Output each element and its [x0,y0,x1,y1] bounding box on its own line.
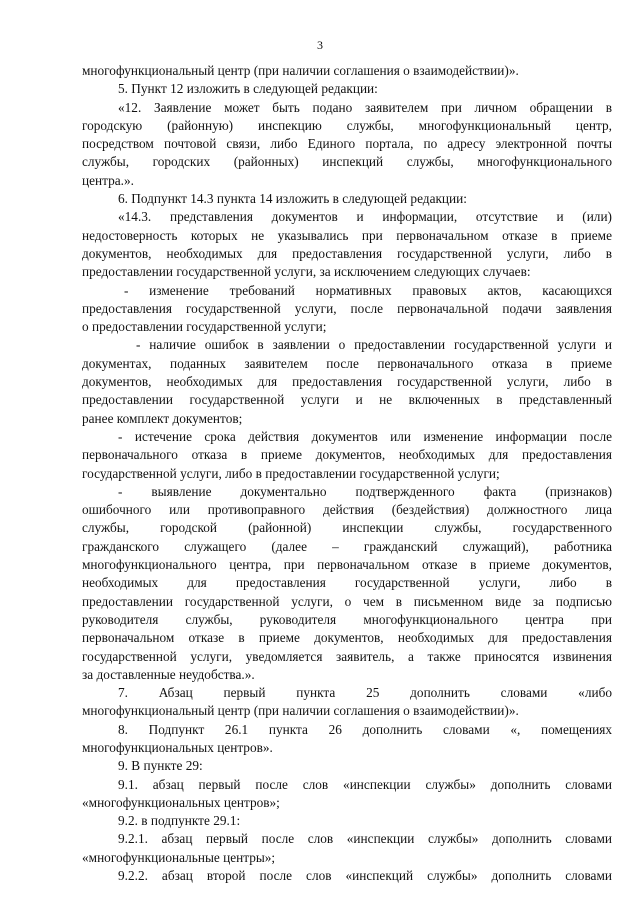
text-line: - выявление документально подтвержденного факта (признаков) [118,483,612,499]
text-line: многофункциональный центр (при наличии соглашения о взаимодействии)». [82,63,519,78]
text-line: 5. Пункт 12 изложить в следующей редакции: [118,81,378,97]
text-line: документов, необходимых для предоставления государственной услуги, либо в [82,245,612,261]
text-line: 9.2. в подпункте 29.1: [118,813,241,829]
text-line: многофункционального центра, при первоначальном отказе в приеме документов, [82,557,612,573]
text-line: руководителя службы, руководителя многофункционального центра при [82,611,612,627]
text-line: государственной услуги, уведомляется заявитель, а также приносятся извинения [82,648,612,664]
text-line: «многофункциональные центры»; [82,849,276,865]
text-line: гражданского служащего (далее – гражданский служащий), работника [82,538,612,554]
text-line: службы, городской (районной) инспекции службы, государственного [82,520,612,536]
text-line: первоначального отказа в приеме документов, необходимых для предоставления [82,447,612,463]
text-line: 7. Абзац первый пункта 25 дополнить словами «либо [118,685,612,701]
text-line: первоначальном отказе в приеме документов, необходимых для предоставления [82,630,612,646]
text-line: предоставлении государственной услуги и не включенных в представленный [82,392,612,408]
document-body [82,62,612,885]
text-line: 9.1. абзац первый после слов «инспекции службы» дополнить словами [118,776,612,792]
text-line: предоставлении государственной услуги, о чем в письменном виде за подписью [82,593,612,609]
text-line: «14.3. представления документов и информации, отсутствие и (или) [118,209,612,225]
text-line: документов, необходимых для предоставления государственной услуги, либо в [82,374,612,390]
text-line: государственной услуги, либо в предоставлении государственной услуги; [82,465,500,481]
text-line: 8. Подпункт 26.1 пункта 26 дополнить словами «, помещениях [118,721,612,737]
text-line: «12. Заявление может быть подано заявителем при личном обращении в [118,99,612,115]
text-line: документах, поданных заявителем после первоначального отказа в приеме [82,355,612,371]
text-line: предоставления государственной услуги, после первоначальной подачи заявления [82,300,612,316]
text-line: 9.2.1. абзац первый после слов «инспекции службы» дополнить словами [118,831,612,847]
text-line: - истечение срока действия документов или изменение информации после [118,428,612,444]
text-line: ошибочного или противоправного действия (бездействия) должностного лица [82,502,612,518]
text-line: 6. Подпункт 14.3 пункта 14 изложить в следующей редакции: [118,191,467,207]
text-line: 9. В пункте 29: [118,758,203,774]
text-line: - изменение требований нормативных правовых актов, касающихся [124,282,612,298]
text-line: многофункциональных центров». [82,739,273,755]
text-line: центра.». [82,172,134,188]
text-line: за доставленные неудобства.». [82,666,255,682]
text-line: посредством почтовой связи, либо Единого портала, по адресу электронной почты [82,136,612,152]
text-line: службы, городских (районных) инспекций службы, многофункционального [82,154,612,170]
text-line: ранее комплект документов; [82,410,243,426]
text-line: - наличие ошибок в заявлении о предоставлении государственной услуги и [136,337,612,353]
text-line: предоставлении государственной услуги, за исключением следующих случаев: [82,264,531,280]
text-line: необходимых для предоставления государственной услуги, либо в [82,575,612,591]
text-line: городскую (районную) инспекцию службы, многофункциональный центр, [82,117,612,133]
page-number: 3 [317,38,323,52]
text-line: 9.2.2. абзац второй после слов «инспекций службы» дополнить словами [118,868,612,884]
text-line: недостоверность которых не указывались при первоначальном отказе в приеме [82,227,612,243]
text-line: «многофункциональных центров»; [82,794,280,810]
text-line: многофункциональный центр (при наличии соглашения о взаимодействии)». [82,703,519,719]
text-line: о предоставлении государственной услуги; [82,319,327,335]
